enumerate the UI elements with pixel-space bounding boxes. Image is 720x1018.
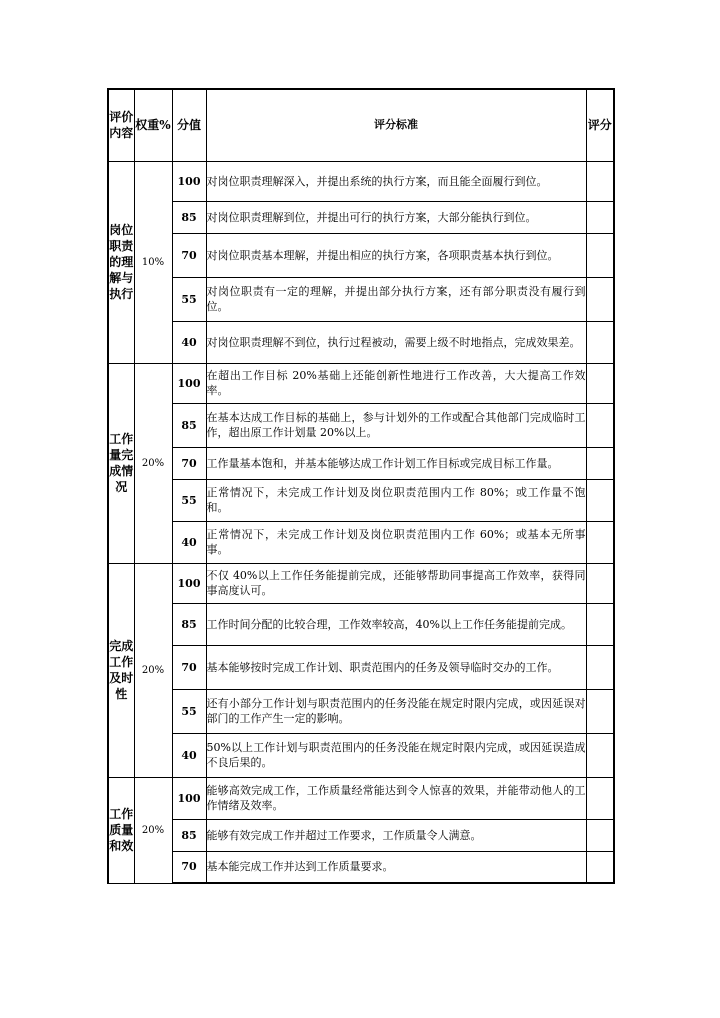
rating-cell (586, 447, 614, 479)
score-cell: 85 (172, 819, 206, 851)
table-row (108, 479, 614, 521)
score-cell: 85 (172, 603, 206, 645)
criteria-cell: 工作时间分配的比较合理，工作效率较高，40%以上工作任务能提前完成。 (206, 603, 586, 645)
score-cell: 100 (172, 563, 206, 603)
table-row (108, 689, 614, 733)
score-cell: 100 (172, 161, 206, 201)
table-row (108, 733, 614, 777)
criteria-cell: 正常情况下，未完成工作计划及岗位职责范围内工作 80%；或工作量不饱和。 (206, 479, 586, 521)
criteria-cell: 对岗位职责有一定的理解，并提出部分执行方案，还有部分职责没有履行到位。 (206, 277, 586, 321)
criteria-cell: 工作量基本饱和，并基本能够达成工作计划工作目标或完成目标工作量。 (206, 447, 586, 479)
table-row (108, 777, 614, 819)
section-weight: 10% (134, 161, 172, 363)
section-weight: 20% (134, 563, 172, 777)
header-rating: 评分 (586, 89, 614, 161)
score-cell: 40 (172, 321, 206, 363)
rating-cell (586, 403, 614, 447)
rating-cell (586, 161, 614, 201)
rating-cell (586, 363, 614, 403)
section-name: 岗位职责的理解与执行 (108, 161, 134, 363)
table-row (108, 321, 614, 363)
criteria-cell: 在基本达成工作目标的基础上，参与计划外的工作或配合其他部门完成临时工作，超出原工作计划量 20%以上。 (206, 403, 586, 447)
score-cell: 55 (172, 479, 206, 521)
table-row (108, 851, 614, 883)
table-row (108, 521, 614, 563)
section-weight: 20% (134, 777, 172, 883)
table-row (108, 645, 614, 689)
section-name: 完成工作及时性 (108, 563, 134, 777)
table-row (108, 161, 614, 201)
table-row (108, 447, 614, 479)
score-cell: 40 (172, 733, 206, 777)
criteria-cell: 能够有效完成工作并超过工作要求，工作质量令人满意。 (206, 819, 586, 851)
criteria-cell: 基本能完成工作并达到工作质量要求。 (206, 851, 586, 883)
rating-cell (586, 777, 614, 819)
evaluation-table (107, 88, 615, 884)
rating-cell (586, 563, 614, 603)
score-cell: 85 (172, 403, 206, 447)
criteria-cell: 对岗位职责理解到位，并提出可行的执行方案，大部分能执行到位。 (206, 201, 586, 233)
criteria-cell: 正常情况下，未完成工作计划及岗位职责范围内工作 60%；或基本无所事事。 (206, 521, 586, 563)
rating-cell (586, 479, 614, 521)
score-cell: 55 (172, 689, 206, 733)
criteria-cell: 50%以上工作计划与职责范围内的任务没能在规定时限内完成，或因延误造成不良后果的。 (206, 733, 586, 777)
rating-cell (586, 689, 614, 733)
section-weight: 20% (134, 363, 172, 563)
criteria-cell: 对岗位职责理解深入，并提出系统的执行方案，而且能全面履行到位。 (206, 161, 586, 201)
rating-cell (586, 521, 614, 563)
section-name: 工作量完成情况 (108, 363, 134, 563)
criteria-cell: 对岗位职责基本理解，并提出相应的执行方案，各项职责基本执行到位。 (206, 233, 586, 277)
rating-cell (586, 201, 614, 233)
table-row (108, 201, 614, 233)
table-row (108, 233, 614, 277)
table-row (108, 563, 614, 603)
table-row (108, 363, 614, 403)
criteria-cell: 能够高效完成工作，工作质量经常能达到令人惊喜的效果，并能带动他人的工作情绪及效率。 (206, 777, 586, 819)
rating-cell (586, 733, 614, 777)
rating-cell (586, 851, 614, 883)
rating-cell (586, 819, 614, 851)
table-row (108, 603, 614, 645)
header-category: 评价内容 (108, 89, 134, 161)
criteria-cell: 对岗位职责理解不到位，执行过程被动，需要上级不时地指点，完成效果差。 (206, 321, 586, 363)
score-cell: 40 (172, 521, 206, 563)
table-row (108, 819, 614, 851)
rating-cell (586, 233, 614, 277)
score-cell: 70 (172, 233, 206, 277)
score-cell: 100 (172, 777, 206, 819)
header-criteria: 评分标准 (206, 89, 586, 161)
score-cell: 70 (172, 851, 206, 883)
score-cell: 70 (172, 645, 206, 689)
rating-cell (586, 277, 614, 321)
criteria-cell: 还有小部分工作计划与职责范围内的任务没能在规定时限内完成，或因延误对部门的工作产生一定的影响。 (206, 689, 586, 733)
header-weight: 权重% (134, 89, 172, 161)
score-cell: 85 (172, 201, 206, 233)
section-name: 工作质量和效 (108, 777, 134, 883)
rating-cell (586, 645, 614, 689)
header-score: 分值 (172, 89, 206, 161)
criteria-cell: 不仅 40%以上工作任务能提前完成，还能够帮助同事提高工作效率，获得同事高度认可。 (206, 563, 586, 603)
header-row (108, 89, 614, 161)
rating-cell (586, 321, 614, 363)
criteria-cell: 基本能够按时完成工作计划、职责范围内的任务及领导临时交办的工作。 (206, 645, 586, 689)
score-cell: 100 (172, 363, 206, 403)
table-row (108, 403, 614, 447)
table-row (108, 277, 614, 321)
score-cell: 55 (172, 277, 206, 321)
score-cell: 70 (172, 447, 206, 479)
rating-cell (586, 603, 614, 645)
criteria-cell: 在超出工作目标 20%基础上还能创新性地进行工作改善，大大提高工作效率。 (206, 363, 586, 403)
